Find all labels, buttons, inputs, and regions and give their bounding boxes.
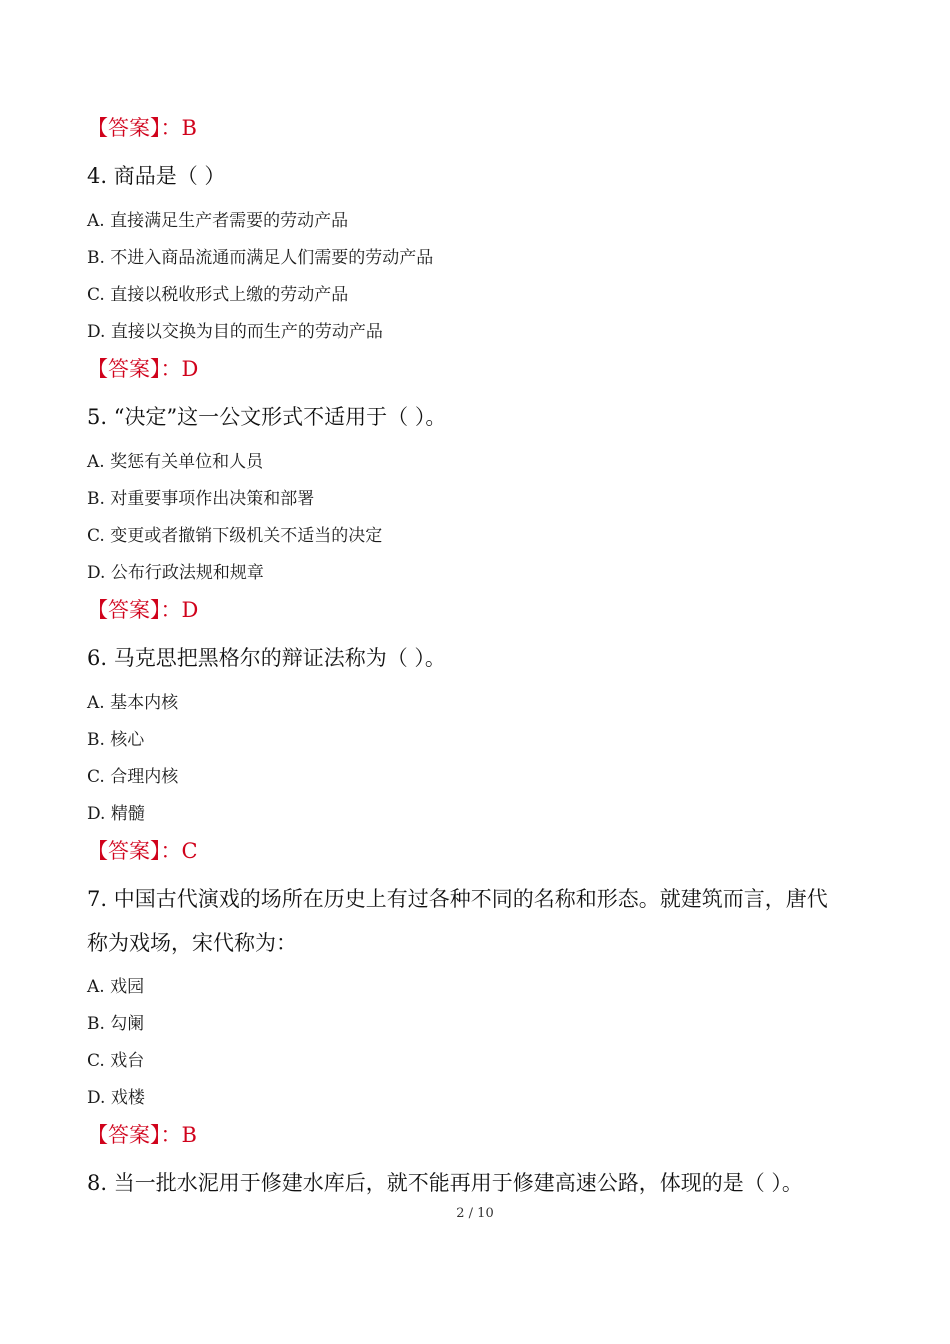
answer-value: D xyxy=(181,357,199,381)
question-7-option-c: C. 戏台 xyxy=(87,1051,145,1071)
answer-value: B xyxy=(181,116,197,140)
question-4-option-a: A. 直接满足生产者需要的劳动产品 xyxy=(87,211,349,231)
answer-label: 【答案】： xyxy=(87,357,182,381)
answer-label: 【答案】： xyxy=(87,839,182,863)
answer-label: 【答案】： xyxy=(87,1123,182,1147)
question-7-answer xyxy=(87,1119,197,1149)
answer-line xyxy=(87,112,197,142)
question-6-option-c: C. 合理内核 xyxy=(87,767,179,787)
answer-value: D xyxy=(181,598,199,622)
answer-label: 【答案】： xyxy=(87,116,182,140)
page-indicator: 2 / 10 xyxy=(456,1206,494,1221)
question-4-option-b: B. 不进入商品流通而满足人们需要的劳动产品 xyxy=(87,248,434,268)
question-7-line-2: 称为戏场，宋代称为： xyxy=(87,931,297,955)
question-7-line-1: 7. 中国古代演戏的场所在历史上有过各种不同的名称和形态。就建筑而言，唐代 xyxy=(87,887,828,911)
question-4: 4. 商品是（ ） xyxy=(87,164,226,188)
question-8: 8. 当一批水泥用于修建水库后，就不能再用于修建高速公路，体现的是（ ）。 xyxy=(87,1171,803,1195)
question-6-option-a: A. 基本内核 xyxy=(87,693,179,713)
question-7-option-b: B. 勾阑 xyxy=(87,1014,145,1034)
question-4-option-d: D. 直接以交换为目的而生产的劳动产品 xyxy=(87,322,383,342)
question-5-option-a: A. 奖惩有关单位和人员 xyxy=(87,452,264,472)
question-6: 6. 马克思把黑格尔的辩证法称为（ ）。 xyxy=(87,646,446,670)
question-5-option-c: C. 变更或者撤销下级机关不适当的决定 xyxy=(87,526,383,546)
question-5-answer xyxy=(87,594,198,624)
question-7-option-d: D. 戏楼 xyxy=(87,1088,145,1108)
question-5-option-d: D. 公布行政法规和规章 xyxy=(87,563,264,583)
question-4-answer xyxy=(87,353,198,383)
question-7-option-a: A. 戏园 xyxy=(87,977,145,997)
question-4-option-c: C. 直接以税收形式上缴的劳动产品 xyxy=(87,285,349,305)
answer-value: C xyxy=(181,839,198,863)
question-6-option-d: D. 精髓 xyxy=(87,804,145,824)
question-6-option-b: B. 核心 xyxy=(87,730,145,750)
question-5-option-b: B. 对重要事项作出决策和部署 xyxy=(87,489,315,509)
answer-value: B xyxy=(181,1123,197,1147)
question-6-answer xyxy=(87,835,198,865)
answer-label: 【答案】： xyxy=(87,598,182,622)
question-5: 5. “决定”这一公文形式不适用于（ ）。 xyxy=(87,405,447,429)
